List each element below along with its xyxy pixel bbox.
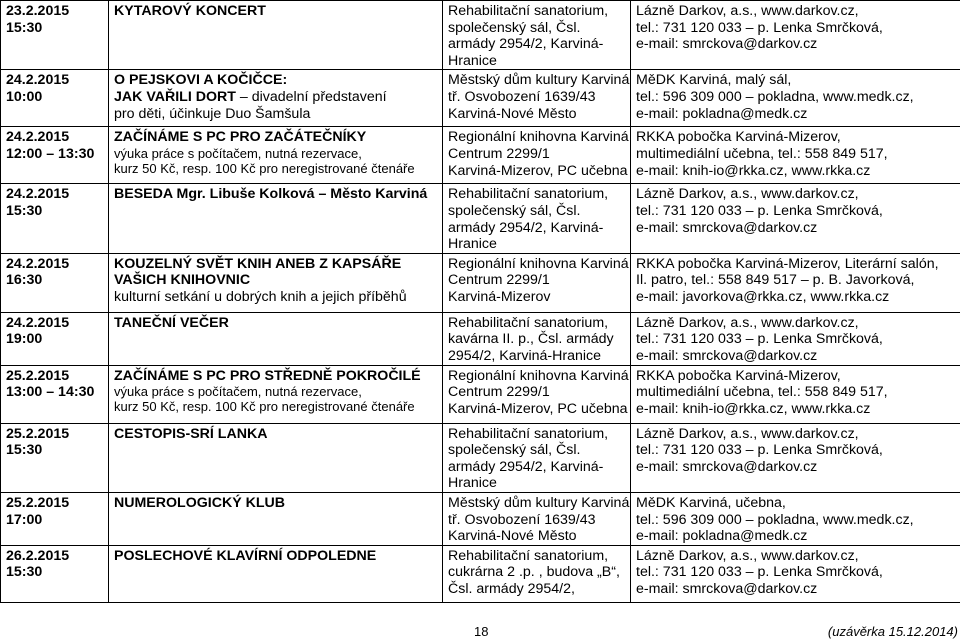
event-title-cell bbox=[109, 365, 443, 423]
event-time: 16:30 bbox=[6, 272, 43, 289]
event-venue-line: Karviná-Mizerov, PC učebna bbox=[448, 400, 628, 417]
event-contact-line: tel.: 731 120 033 – p. Lenka Smrčková, bbox=[636, 202, 883, 219]
event-title-cell bbox=[109, 1, 443, 70]
event-date-cell bbox=[1, 127, 109, 184]
event-venue-line: tř. Osvobození 1639/43 bbox=[448, 511, 596, 528]
event-contact-line: tel.: 731 120 033 – p. Lenka Smrčková, bbox=[636, 19, 883, 36]
event-time: 17:00 bbox=[6, 511, 43, 528]
event-contact-line: Lázně Darkov, a.s., www.darkov.cz, bbox=[636, 547, 859, 564]
event-date: 26.2.2015 bbox=[6, 547, 70, 564]
event-venue-line: cukrárna 2 .p. , budova „B“, bbox=[448, 564, 620, 581]
event-contact-cell bbox=[631, 253, 960, 312]
event-row bbox=[1, 312, 960, 365]
event-date-cell bbox=[1, 492, 109, 545]
event-contact-line: RKKA pobočka Karviná-Mizerov, Literární salón, bbox=[636, 255, 939, 272]
event-contact-cell bbox=[631, 312, 960, 365]
event-contact-line: e-mail: smrckova@darkov.cz bbox=[636, 458, 818, 475]
event-note-line: kurz 50 Kč, resp. 100 Kč pro neregistrované čtenáře bbox=[114, 160, 415, 176]
event-date: 24.2.2015 bbox=[6, 129, 70, 146]
event-venue-line: Hranice bbox=[448, 52, 497, 69]
event-row bbox=[1, 423, 960, 492]
event-venue-line: armády 2954/2, Karviná- bbox=[448, 219, 604, 236]
event-title-line: O PEJSKOVI A KOČIČCE: bbox=[114, 72, 288, 89]
event-contact-cell bbox=[631, 545, 960, 602]
event-contact-line: tel.: 731 120 033 – p. Lenka Smrčková, bbox=[636, 564, 883, 581]
event-row bbox=[1, 545, 960, 602]
event-venue-line: Městský dům kultury Karviná bbox=[448, 494, 630, 511]
event-title-line: TANEČNÍ VEČER bbox=[114, 314, 229, 331]
event-title-cell bbox=[109, 423, 443, 492]
event-title-cell bbox=[109, 70, 443, 127]
event-contact-line: RKKA pobočka Karviná-Mizerov, bbox=[636, 367, 841, 384]
event-date: 24.2.2015 bbox=[6, 72, 70, 89]
event-contact-line: RKKA pobočka Karviná-Mizerov, bbox=[636, 129, 841, 146]
page-number: 18 bbox=[474, 624, 489, 639]
event-contact-line: Il. patro, tel.: 558 849 517 – p. B. Javorková, bbox=[636, 272, 915, 289]
event-title-line: BESEDA Mgr. Libuše Kolková – Město Karviná bbox=[114, 186, 428, 203]
event-contact-line: e-mail: pokladna@medk.cz bbox=[636, 528, 808, 545]
event-contact-line: e-mail: knih-io@rkka.cz, www.rkka.cz bbox=[636, 400, 871, 417]
event-venue-line: Městský dům kultury Karviná bbox=[448, 72, 630, 89]
event-contact-line: tel.: 731 120 033 – p. Lenka Smrčková, bbox=[636, 331, 883, 348]
event-date-cell bbox=[1, 184, 109, 253]
event-contact-line: tel.: 731 120 033 – p. Lenka Smrčková, bbox=[636, 442, 883, 459]
event-venue-line: Čsl. armády 2954/2, bbox=[448, 580, 575, 597]
event-note-line: výuka práce s počítačem, nutná rezervace, bbox=[114, 145, 362, 161]
event-contact-line: MěDK Karviná, malý sál, bbox=[636, 72, 792, 89]
event-row bbox=[1, 70, 960, 127]
event-contact-cell bbox=[631, 184, 960, 253]
event-row bbox=[1, 253, 960, 312]
event-contact-line: Lázně Darkov, a.s., www.darkov.cz, bbox=[636, 314, 859, 331]
event-note-line: výuka práce s počítačem, nutná rezervace, bbox=[114, 384, 362, 400]
event-title-cell bbox=[109, 253, 443, 312]
event-contact-cell bbox=[631, 423, 960, 492]
event-contact-line: e-mail: pokladna@medk.cz bbox=[636, 105, 808, 122]
event-venue-line: Regionální knihovna Karviná bbox=[448, 367, 629, 384]
event-row bbox=[1, 127, 960, 184]
event-venue-line: Rehabilitační sanatorium, bbox=[448, 425, 609, 442]
event-venue-cell bbox=[443, 423, 631, 492]
event-contact-line: e-mail: smrckova@darkov.cz bbox=[636, 219, 818, 236]
event-venue-line: Karviná-Mizerov, PC učebna bbox=[448, 162, 628, 179]
event-date-cell bbox=[1, 365, 109, 423]
event-venue-line: Karviná-Mizerov bbox=[448, 288, 551, 305]
event-title-line: NUMEROLOGICKÝ KLUB bbox=[114, 494, 286, 511]
event-title-line: CESTOPIS-SRÍ LANKA bbox=[114, 425, 268, 442]
event-contact-line: Lázně Darkov, a.s., www.darkov.cz, bbox=[636, 425, 859, 442]
event-venue-line: 2954/2, Karviná-Hranice bbox=[448, 347, 601, 364]
event-venue-line: tř. Osvobození 1639/43 bbox=[448, 88, 596, 105]
event-contact-cell bbox=[631, 70, 960, 127]
event-venue-cell bbox=[443, 1, 631, 70]
event-venue-line: Centrum 2299/1 bbox=[448, 384, 550, 401]
event-venue-line: Rehabilitační sanatorium, bbox=[448, 547, 609, 564]
event-date-cell bbox=[1, 253, 109, 312]
event-note-line: kurz 50 Kč, resp. 100 Kč pro neregistrované čtenáře bbox=[114, 399, 415, 415]
event-title-rest: – divadelní představení bbox=[235, 88, 387, 105]
event-time: 12:00 – 13:30 bbox=[6, 145, 95, 162]
deadline-note: (uzávěrka 15.12.2014) bbox=[827, 624, 958, 639]
event-title-line: ZAČÍNÁME S PC PRO STŘEDNĚ POKROČILÉ bbox=[114, 367, 421, 384]
event-title-line: VAŠICH KNIHOVNIC bbox=[114, 272, 251, 289]
event-contact-cell bbox=[631, 365, 960, 423]
event-contact-line: tel.: 596 309 000 – pokladna, www.medk.cz, bbox=[636, 88, 914, 105]
event-venue-line: společenský sál, Čsl. bbox=[448, 19, 581, 36]
event-venue-line: Rehabilitační sanatorium, bbox=[448, 314, 609, 331]
event-venue-cell bbox=[443, 127, 631, 184]
event-title-line: POSLECHOVÉ KLAVÍRNÍ ODPOLEDNE bbox=[114, 547, 377, 564]
event-date-cell bbox=[1, 1, 109, 70]
event-title-line: KOUZELNÝ SVĚT KNIH ANEB Z KAPSÁŘE bbox=[114, 255, 402, 272]
event-row bbox=[1, 184, 960, 253]
event-venue-line: kavárna II. p., Čsl. armády bbox=[448, 331, 614, 348]
event-title-cell bbox=[109, 184, 443, 253]
event-title-cell bbox=[109, 127, 443, 184]
event-time: 15:30 bbox=[6, 564, 43, 581]
event-title-emphasis: JAK VAŘILI DORT bbox=[114, 88, 236, 105]
event-title-line: pro děti, účinkuje Duo Šamšula bbox=[114, 105, 311, 122]
event-venue-line: Regionální knihovna Karviná bbox=[448, 255, 629, 272]
event-title-cell bbox=[109, 545, 443, 602]
event-date: 24.2.2015 bbox=[6, 255, 70, 272]
event-date-cell bbox=[1, 70, 109, 127]
event-venue-line: Rehabilitační sanatorium, bbox=[448, 3, 609, 19]
event-venue-cell bbox=[443, 70, 631, 127]
event-date-cell bbox=[1, 545, 109, 602]
event-contact-line: e-mail: smrckova@darkov.cz bbox=[636, 580, 818, 597]
event-venue-line: Rehabilitační sanatorium, bbox=[448, 186, 609, 203]
event-venue-cell bbox=[443, 184, 631, 253]
event-title-line bbox=[114, 89, 437, 106]
event-time: 15:30 bbox=[6, 442, 43, 459]
event-contact-line: Lázně Darkov, a.s., www.darkov.cz, bbox=[636, 186, 859, 203]
event-date: 25.2.2015 bbox=[6, 367, 70, 384]
event-title-cell bbox=[109, 492, 443, 545]
event-venue-line: Karviná-Nové Město bbox=[448, 528, 577, 545]
event-venue-cell bbox=[443, 545, 631, 602]
event-venue-cell bbox=[443, 253, 631, 312]
event-venue-line: armády 2954/2, Karviná- bbox=[448, 36, 604, 53]
event-venue-cell bbox=[443, 312, 631, 365]
event-venue-cell bbox=[443, 365, 631, 423]
event-venue-line: Centrum 2299/1 bbox=[448, 272, 550, 289]
event-date: 25.2.2015 bbox=[6, 494, 70, 511]
event-contact-line: MěDK Karviná, učebna, bbox=[636, 494, 786, 511]
event-time: 15:30 bbox=[6, 202, 43, 219]
event-venue-line: Centrum 2299/1 bbox=[448, 145, 550, 162]
event-venue-line: Karviná-Nové Město bbox=[448, 105, 577, 122]
event-title-cell bbox=[109, 312, 443, 365]
event-date: 24.2.2015 bbox=[6, 186, 70, 203]
event-description-line: kulturní setkání u dobrých knih a jejich příběhů bbox=[114, 288, 407, 305]
event-contact-line: multimediální učebna, tel.: 558 849 517, bbox=[636, 145, 888, 162]
event-row bbox=[1, 365, 960, 423]
event-row bbox=[1, 492, 960, 545]
events-table-body bbox=[1, 1, 960, 603]
event-title-line: ZAČÍNÁME S PC PRO ZAČÁTEČNÍKY bbox=[114, 129, 367, 146]
event-venue-line: společenský sál, Čsl. bbox=[448, 442, 581, 459]
event-contact-line: multimediální učebna, tel.: 558 849 517, bbox=[636, 384, 888, 401]
event-contact-line: e-mail: javorkova@rkka.cz, www.rkka.cz bbox=[636, 288, 890, 305]
event-contact-line: tel.: 596 309 000 – pokladna, www.medk.cz, bbox=[636, 511, 914, 528]
event-title-line: KYTAROVÝ KONCERT bbox=[114, 3, 266, 19]
event-time: 19:00 bbox=[6, 331, 43, 348]
event-venue-cell bbox=[443, 492, 631, 545]
event-time: 15:30 bbox=[6, 19, 43, 36]
event-contact-cell bbox=[631, 1, 960, 70]
event-time: 13:00 – 14:30 bbox=[6, 384, 95, 401]
event-venue-line: Hranice bbox=[448, 475, 497, 492]
event-date-cell bbox=[1, 312, 109, 365]
event-date: 23.2.2015 bbox=[6, 3, 70, 19]
event-venue-line: Regionální knihovna Karviná bbox=[448, 129, 629, 146]
event-contact-line: e-mail: smrckova@darkov.cz bbox=[636, 36, 818, 53]
event-contact-line: e-mail: smrckova@darkov.cz bbox=[636, 347, 818, 364]
event-date: 25.2.2015 bbox=[6, 425, 70, 442]
event-contact-cell bbox=[631, 492, 960, 545]
event-venue-line: Hranice bbox=[448, 236, 497, 253]
event-date-cell bbox=[1, 423, 109, 492]
event-contact-cell bbox=[631, 127, 960, 184]
event-venue-line: armády 2954/2, Karviná- bbox=[448, 458, 604, 475]
event-time: 10:00 bbox=[6, 88, 43, 105]
event-date: 24.2.2015 bbox=[6, 314, 70, 331]
event-venue-line: společenský sál, Čsl. bbox=[448, 202, 581, 219]
event-contact-line: e-mail: knih-io@rkka.cz, www.rkka.cz bbox=[636, 162, 871, 179]
event-row bbox=[1, 1, 960, 70]
event-contact-line: Lázně Darkov, a.s., www.darkov.cz, bbox=[636, 3, 859, 19]
